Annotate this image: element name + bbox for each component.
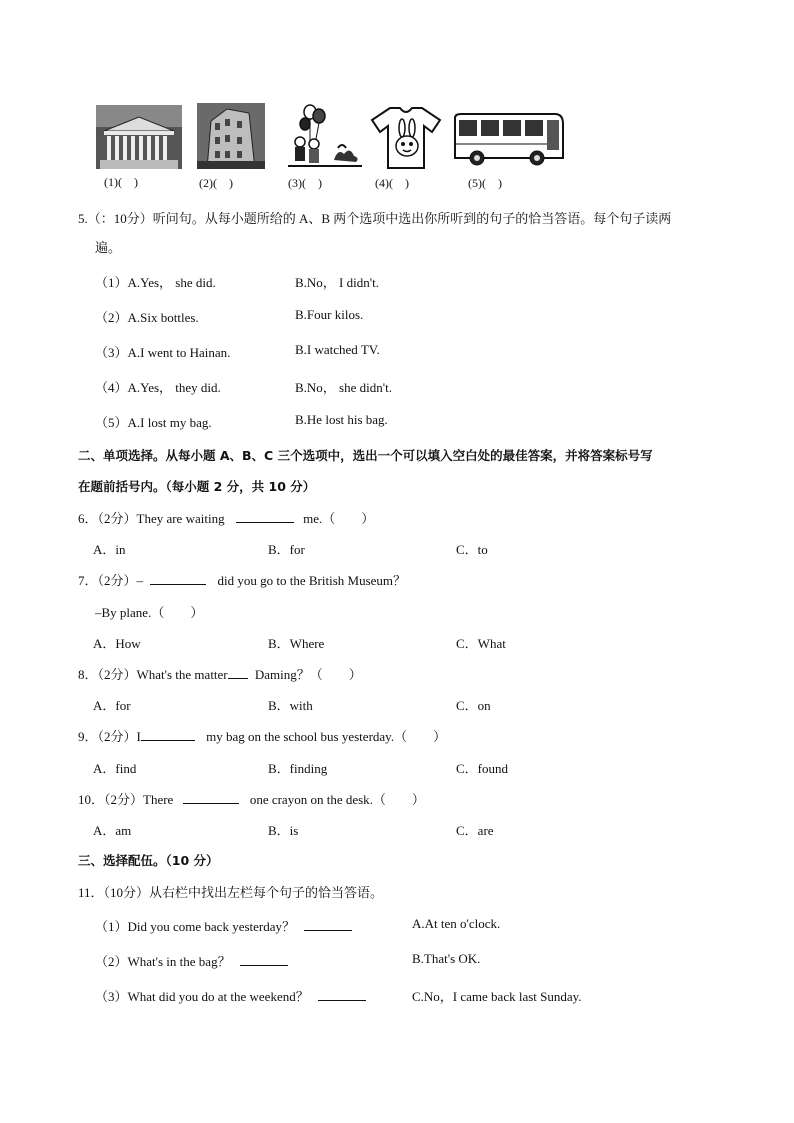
q9-option-b: B．finding — [268, 761, 328, 776]
q10-stem-post: one crayon on the desk.（ ） — [249, 792, 425, 807]
q11-item-3-left — [95, 986, 366, 1005]
q11-item-1-blank[interactable] — [304, 918, 352, 931]
q6-option-a: A．in — [93, 542, 126, 557]
q11-title: 11．（10分）从右栏中找出左栏每个句子的恰当答语。 — [78, 885, 384, 900]
q5-item-5-b: B.He lost his bag. — [295, 412, 388, 427]
q5-item-2-b: B.Four kilos. — [295, 307, 364, 322]
q11-item-2-left — [95, 951, 288, 970]
q8-option-a: A．for — [93, 698, 131, 713]
q11-item-1-question: （1）Did you come back yesterday？ — [95, 919, 296, 934]
q11-item-1-left — [95, 916, 352, 935]
q8-stem — [78, 664, 362, 683]
q8-stem-pre: 8．（2分）What's the matter — [78, 667, 228, 682]
q11-item-2-blank[interactable] — [240, 953, 288, 966]
q10-option-b: B．is — [268, 823, 299, 838]
section-2-heading: 二、单项选择。从每小题 A、B、C 三个选项中，选出一个可以填入空白处的最佳答案，并将答案标号写 — [78, 448, 653, 463]
museum-building-icon — [96, 105, 182, 169]
q11-item-2-question: （2）What's in the bag？ — [95, 954, 231, 969]
picture-label-2: (2)( ) — [199, 176, 233, 190]
q5-item-3-a: （3）A.I went to Hainan. — [95, 345, 231, 360]
q8-stem-post: Daming？（ ） — [254, 667, 362, 682]
q7-stem-pre: 7．（2分）– — [78, 573, 144, 588]
q5-item-2-a: （2）A.Six bottles. — [95, 310, 199, 325]
tower-building-icon — [197, 103, 265, 169]
q10-option-c: C．are — [456, 823, 494, 838]
q5-item-4-b: B.No， she didn't. — [295, 380, 392, 395]
q6-stem-pre: 6．（2分）They are waiting — [78, 511, 225, 526]
q7-line2: –By plane.（ ） — [95, 605, 204, 620]
q11-item-1-right: A.At ten o'clock. — [412, 916, 501, 931]
section-3-heading: 三、选择配伍。（10 分） — [78, 853, 219, 868]
children-with-balloons-icon — [288, 104, 362, 170]
bus-icon — [451, 112, 565, 168]
q11-item-2-right: B.That's OK. — [412, 951, 481, 966]
q5-title-cont: 遍。 — [95, 240, 122, 255]
q8-answer-blank[interactable] — [228, 666, 248, 679]
q10-stem-pre: 10．（2分）There — [78, 792, 174, 807]
q9-stem — [78, 726, 446, 745]
picture-label-4: (4)( ) — [375, 176, 409, 190]
q7-stem — [78, 570, 406, 589]
q10-stem — [78, 789, 425, 808]
q11-item-3-blank[interactable] — [318, 988, 366, 1001]
q5-item-5-a: （5）A.I lost my bag. — [95, 415, 212, 430]
q5-item-1-a: （1）A.Yes， she did. — [95, 275, 216, 290]
q6-option-c: C．to — [456, 542, 488, 557]
q10-answer-blank[interactable] — [183, 791, 239, 804]
q9-stem-post: my bag on the school bus yesterday.（ ） — [206, 729, 447, 744]
rabbit-tshirt-icon — [370, 106, 442, 170]
q6-answer-blank[interactable] — [236, 510, 294, 523]
q6-stem — [78, 508, 374, 527]
q9-answer-blank[interactable] — [141, 728, 195, 741]
q5-item-3-b: B.I watched TV. — [295, 342, 380, 357]
q7-option-c: C．What — [456, 636, 506, 651]
q7-answer-blank[interactable] — [150, 572, 206, 585]
q5-title: 5.（：10分）听问句。从每小题所给的 A、B 两个选项中选出你所听到的句子的恰当答语。每个句子读两 — [78, 211, 672, 226]
q9-option-c: C．found — [456, 761, 509, 776]
q10-option-a: A．am — [93, 823, 132, 838]
picture-label-3: (3)( ) — [288, 176, 322, 190]
q11-item-3-question: （3）What did you do at the weekend？ — [95, 989, 309, 1004]
q5-item-4-a: （4）A.Yes， they did. — [95, 380, 221, 395]
q8-option-b: B．with — [268, 698, 313, 713]
picture-label-1: (1)( ) — [104, 175, 138, 189]
q5-item-1-b: B.No， I didn't. — [295, 275, 379, 290]
section-2-heading-cont: 在题前括号内。（每小题 2 分，共 10 分） — [78, 479, 316, 494]
picture-label-5: (5)( ) — [468, 176, 502, 190]
q7-option-a: A．How — [93, 636, 141, 651]
q7-stem-post: did you go to the British Museum？ — [217, 573, 407, 588]
q6-stem-post: me.（ ） — [303, 511, 375, 526]
q9-option-a: A．find — [93, 761, 137, 776]
q11-item-3-right: C.No，I came back last Sunday. — [412, 989, 582, 1004]
q6-option-b: B．for — [268, 542, 305, 557]
q7-option-b: B．Where — [268, 636, 325, 651]
q8-option-c: C．on — [456, 698, 491, 713]
q9-stem-pre: 9．（2分）I — [78, 729, 141, 744]
